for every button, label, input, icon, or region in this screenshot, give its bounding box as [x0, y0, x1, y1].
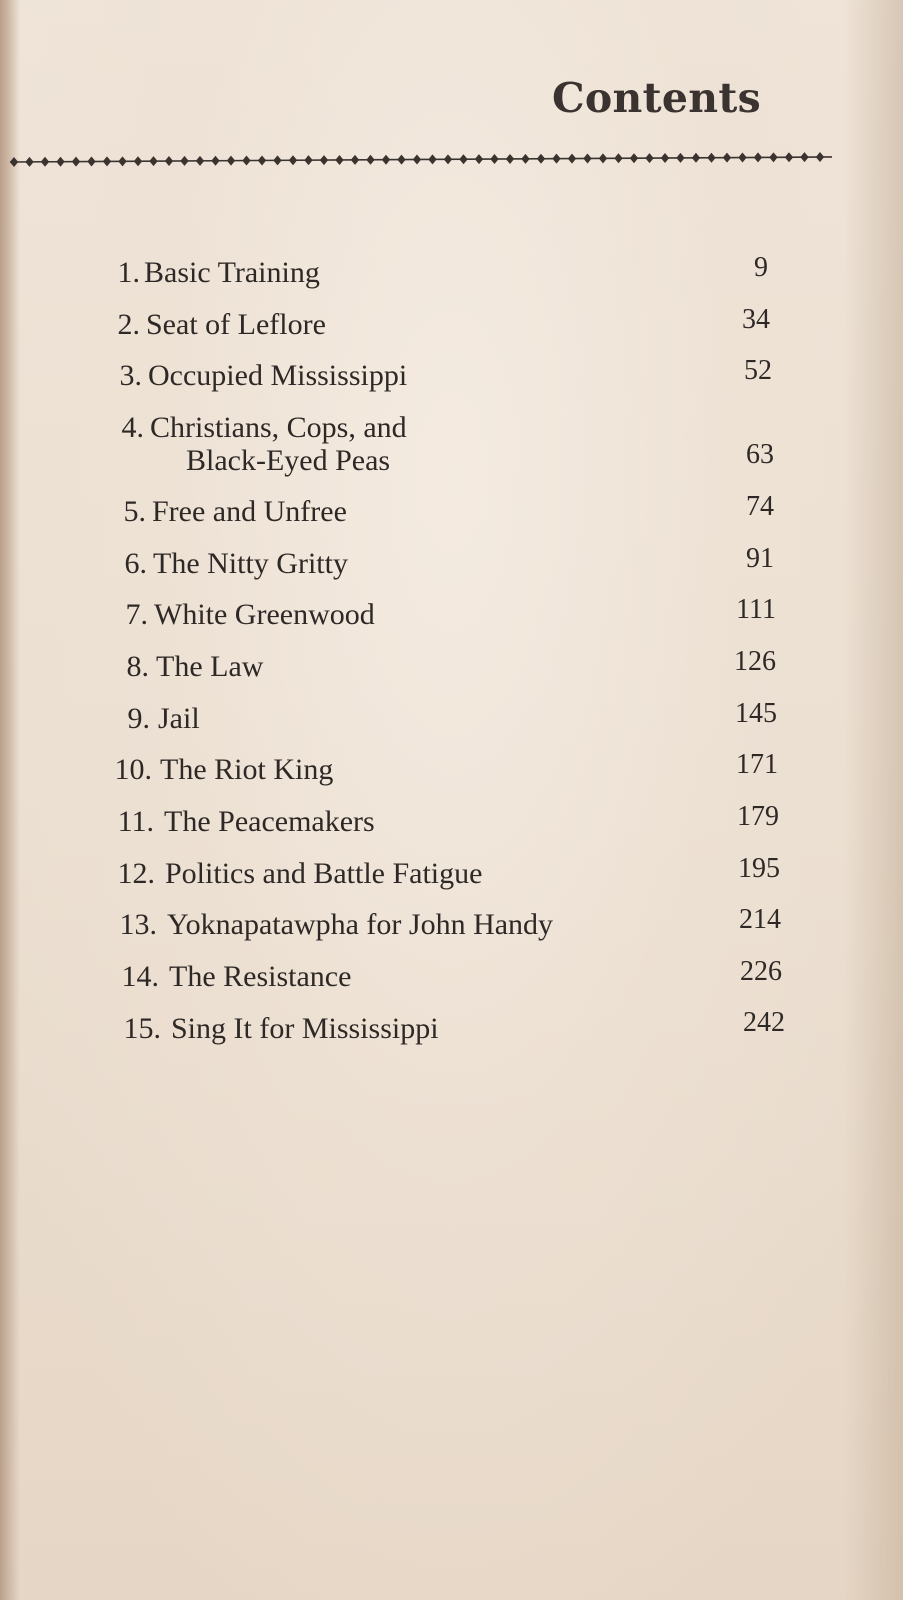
page-number: 195	[738, 853, 780, 884]
chapter-number: 12.	[117, 857, 155, 890]
page-number: 214	[739, 904, 781, 935]
page-number: 91	[746, 543, 774, 574]
chapter-title: Jail	[158, 702, 200, 735]
chapter-title: Free and Unfree	[152, 495, 347, 528]
chapter-number: 11.	[117, 805, 154, 838]
chapter-number: 13.	[119, 908, 157, 941]
chapter-number: 7.	[125, 598, 148, 631]
page-number: 126	[734, 646, 776, 677]
chapter-title: Christians, Cops, and	[150, 411, 407, 444]
chapter-number: 4.	[121, 411, 144, 444]
page-number: 9	[754, 252, 768, 283]
chapter-title: Yoknapatawpha for John Handy	[167, 908, 554, 941]
page-number: 63	[746, 439, 774, 470]
chapter-number: 8.	[126, 650, 149, 683]
chapter-number: 9.	[127, 702, 150, 735]
page-number: 226	[740, 956, 782, 987]
chapter-number: 1.	[117, 256, 140, 289]
chapter-number: 6.	[124, 547, 147, 580]
chapter-title: White Greenwood	[154, 598, 375, 631]
chapter-number: 15.	[123, 1012, 161, 1045]
page-number: 171	[736, 749, 778, 780]
toc-entry-continuation	[186, 444, 390, 478]
chapter-number: 5.	[123, 495, 146, 528]
chapter-title: Seat of Leflore	[146, 308, 326, 341]
chapter-title: Sing It for Mississippi	[171, 1012, 439, 1045]
page-title: Contents	[551, 74, 761, 122]
chapter-title: Basic Training	[144, 256, 320, 289]
page-number: 242	[743, 1007, 785, 1038]
page-number: 111	[736, 594, 776, 625]
chapter-title-continued: Black-Eyed Peas	[186, 444, 391, 477]
chapter-title: Politics and Battle Fatigue	[165, 857, 483, 890]
chapter-title: Occupied Mississippi	[148, 359, 408, 392]
chapter-title: The Riot King	[160, 753, 334, 786]
page-number: 34	[742, 304, 770, 335]
chapter-title: The Resistance	[169, 960, 352, 993]
chapter-number: 3.	[119, 359, 142, 392]
page-number: 74	[746, 491, 774, 522]
chapter-number: 10.	[114, 753, 152, 786]
chapter-number: 14.	[121, 960, 159, 993]
chapter-number: 2.	[117, 308, 140, 341]
chapter-title: The Peacemakers	[164, 805, 375, 838]
page-number: 145	[735, 698, 777, 729]
chapter-title: The Law	[156, 650, 264, 683]
page-number: 179	[737, 801, 779, 832]
page-number: 52	[744, 355, 772, 386]
chapter-title: The Nitty Gritty	[153, 547, 348, 580]
